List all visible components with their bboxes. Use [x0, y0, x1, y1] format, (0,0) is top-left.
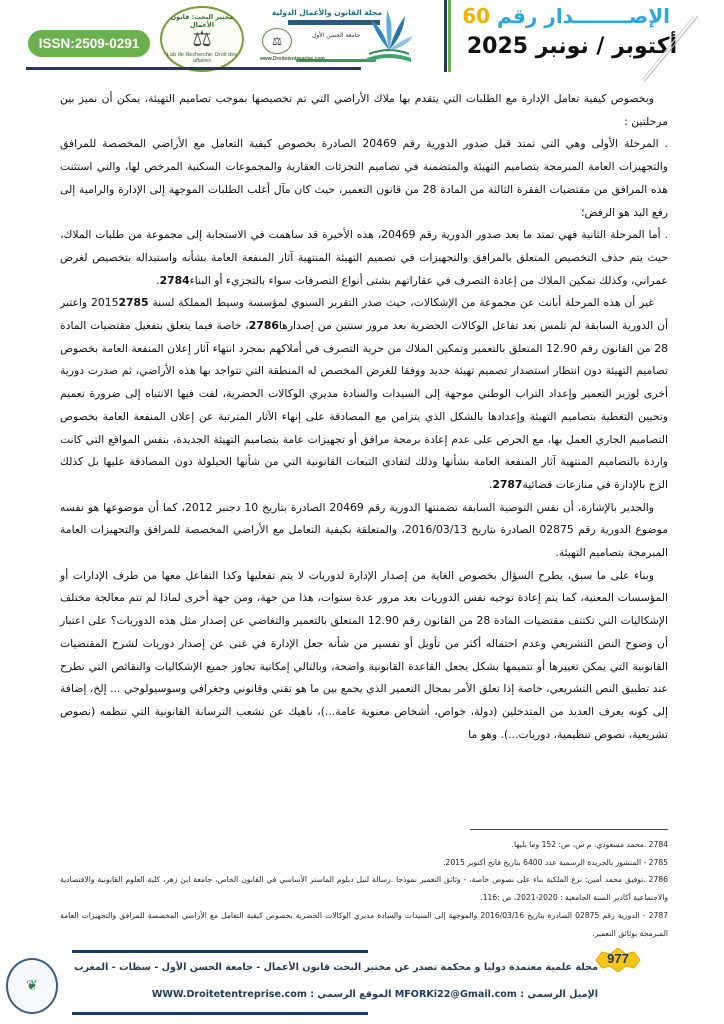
issue-label: الإصــــــــدار رقم: [497, 4, 670, 28]
header-divider-navy: [444, 0, 447, 72]
open-book-leaves-icon: [363, 6, 415, 68]
paragraph-phase-two: . أما المرحلة الثانية فهي تمتد ما بعد صدور الدورية رقم 20469، هذه الأخيرة قد ساهمت في الاستجابة إلى مجموعة من طلبات الملاك، حيث يتم حذف التخصيص المتعلق بالمرافق والتجهيزات في تصميم التهيئة المنتهية آثار المنفعة العامة بشأنه واستبداله بتخصيص لغرض عمراني، وكذلك تمكين الملاك من إعادة التصرف في عقاراتهم بشتى أنواع التصرفات سواء بالتجزيء أو البناء2784.: [60, 228, 668, 287]
footnote-2784: 2784 .محمد مسعودي، م س، ص: 152 وما يليها.: [511, 840, 668, 849]
issue-number: 60: [462, 4, 491, 28]
article-body: [60, 88, 668, 746]
paragraph-question: وبناء على ما سبق، يطرح السؤال بخصوص الغاية من إصدار الإدارة لدوريات لا يتم تفعليها وكذا التفاعل معها من طرف الإدارات أو المؤسسات المعنية، كما يتم إعادة توجيه نفس الدوريات بعد مرور عدة سنوات، هذا من جهة، ومن جهة أخرى لماذا لم تتم معالجة مختلف الإشكاليات التي تكتنف مقتضيات المادة 28 من القانون رقم 12.90 المتعلق بالتعمير والتغاضي عن إصدار مثل هذه الدوريات؟ على اعتبار أن وضوح النص التشريعي وعدم احتماله أكثر من تأويل أو تفسير من شأنه جعل الإدارة في غنى عن إصدار دوريات لشرح المقتضيات القانونية التي يمكن تغييرها أو تتميمها بشكل يجعل القاعدة القانونية واضحة، وبالتالي إمكانية تجاوز جميع الإشكاليات والنقائص التي تطرح عند تطبيق النص التشريعي، خاصة إذا تعلق الأمر بمجال التعمير الذي يجمع بين ما هو تقني وقانوني وجغرافي وسوسيولوجي ... إلخ، إضافة إلى كونه يعرف العديد من المتدخلين (دولة، خواص، أشخاص معنوية عامة...)، ناهيك عن تشعب الترسانة القانونية التي تنظمه (نصوص تشريعية، نصوص تنظيمية، دوريات...). وهو ما: [60, 568, 668, 741]
footnote-ref-2785[interactable]: 2785: [118, 296, 149, 310]
footnotes: [60, 836, 668, 942]
paragraph-problems-text-c: ، خاصة فيما يتعلق بتفعيل مقتضيات المادة 28 من القانون رقم 12.90 المتعلق بالتعمير وتمكين الملاك من حرية التصرف في أملاكهم بمجرد انتهاء آثار إعلان المنفعة العامة بخصوص تصاميم التهيئة دون انتظار استصدار تصميم تهيئة جديد ووفقا للغرض المخصص له المنطقة التي تتواجد بها هذه الأراضي، ثم صدرت دورية أخرى لوزير التعمير وإعداد التراب الوطني موجهة إلى السيدات والسادة مديري الوكالات الحضرية، لفت فيها الانتباه إلى ضرورة تعميم وتحيين التغطية بتصاميم التهيئة وإعدادها بالشكل الذي يتزامن مع المصادقة على إنهاء الآثار المترتبة عن إعلان المنفعة العامة بخصوص التصاميم الجاري العمل بها، مع الحرص على عدم إعادة برمجة مرافق أو تجهيزات عامة بتصاميم التهيئة الجديدة، بنفس المواقع التي كانت واردة بالتصاميم المنتهية آثار المنفعة العامة بشأنها وذلك لتفادي التبعات القانونية التي من شأنها الحيلولة دون المصادقة عليها بل كذلك الزج بالإدارة في منازعات قضائية: [60, 319, 669, 491]
university-name: جامعة الحسن الأول: [312, 32, 361, 39]
page-number-badge: [592, 948, 644, 972]
scales-of-justice-icon: ⚖: [192, 26, 212, 52]
footnote-2786: 2786 .توفيق محمد أمين: نزع الملكية بناء على نصوص خاصة، - وثائق التعمير نموذجا .رسالة لنيل دبلوم الماستر الأساسي في القانون الخاص، جامعة ابن زهر، كلية العلوم القانونية والاقتصادية والاجتماعية أكادير السنة الجامعية : 2020-2021، ص :116.: [60, 875, 668, 903]
paragraph-problems: غير أن هذه المرحلة أبانت عن مجموعة من الإشكالات، حيث صدر التقرير السنوي لمؤسسة وسيط المملكة لسنة 20152785 واعتبر أن الدورية السابقة لم تلمس بعد تفاعل الوكالات الحضرية بعد مرور سنتين من إصدارها2786، خاصة فيما يتعلق بتفعيل مقتضيات المادة 28 من القانون رقم 12.90 المتعلق بالتعمير وتمكين الملاك من حرية التصرف في أملاكهم بمجرد انتهاء آثار إعلان المنفعة العامة بخصوص تصاميم التهيئة دون انتظار استصدار تصميم تهيئة جديد ووفقا للغرض المخصص له المنطقة التي تتواجد بها هذه الأراضي، ثم صدرت دورية أخرى لوزير التعمير وإعداد التراب الوطني موجهة إلى السيدات والسادة مديري الوكالات الحضرية، لفت فيها الانتباه إلى ضرورة تعميم وتحيين التغطية بتصاميم التهيئة وإعدادها بالشكل الذي يتزامن مع المصادقة على إنهاء الآثار المترتبة عن إعلان المنفعة العامة بخصوص التصاميم الجاري العمل بها، مع الحرص على عدم إعادة برمجة مرافق أو تجهيزات عامة بتصاميم التهيئة الجديدة، بنفس المواقع التي كانت واردة بالتصاميم المنتهية آثار المنفعة العامة بشأنها وذلك لتفادي التبعات القانونية التي من شأنها الحيلولة دون المصادقة عليها بل كذلك الزج بالإدارة في منازعات قضائية2787.: [60, 296, 669, 491]
paragraph-problems-text-a: غير أن هذه المرحلة أبانت عن مجموعة من الإشكالات، حيث صدر التقرير السنوي لمؤسسة وسيط المملكة لسنة 2015: [91, 296, 654, 310]
mini-seal-icon: ⚖: [262, 28, 292, 54]
footnote-2785: 2785 - المنشور بالجريدة الرسمية عدد 6400 بتاريخ فاتح أكتوبر 2015.: [443, 857, 668, 867]
journal-logo-title: مجلة القانون والأعمال الدولية: [271, 8, 382, 17]
seal-book-icon: ❦: [26, 978, 38, 994]
footnote-separator: [470, 829, 668, 830]
journal-logo-url: www.Droitetentreprise.com: [260, 56, 325, 62]
paragraph-phase-two-text: . أما المرحلة الثانية فهي تمتد ما بعد صدور الدورية رقم 20469، هذه الأخيرة قد ساهمت في الاستجابة إلى مجموعة من طلبات الملاك، حيث يتم حذف التخصيص المتعلق بالمرافق والتجهيزات في تصميم التهيئة المنتهية آثار المنفعة العامة بشأنه واستبداله بتخصيص لغرض عمراني، وكذلك تمكين الملاك من إعادة التصرف في عقاراتهم بشتى أنواع التصرفات سواء بالتجزيء أو البناء: [60, 228, 668, 287]
footnote-ref-2784[interactable]: 2784: [159, 273, 190, 287]
page-header: [0, 0, 724, 80]
lab-logo-top-text: مختبر البحث: قانون الأعمال: [170, 13, 234, 29]
footnote-ref-2786[interactable]: 2786: [248, 319, 279, 333]
paragraph-intro: وبخصوص كيفية تعامل الإدارة مع الطلبات التي يتقدم بها ملاك الأراضي التي تم تخصيصها بموجب تصاميم التهيئة، يمكن أن نميز بين مرحلتين :: [60, 92, 668, 128]
issn-badge: ISSN:2509-0291: [28, 30, 150, 57]
footer-seal-logo: [6, 958, 58, 1014]
page-number: 977: [607, 951, 629, 966]
lab-logo: [160, 6, 244, 72]
paragraph-phase-one: . المرحلة الأولى وهي التي تمتد قبل صدور الدورية رقم 20469 الصادرة بخصوص كيفية التعامل مع الأراضي المخصصة للمرافق والتجهيزات العامة المبرمجة بتصاميم التهيئة والمتضمنة في تصاميم التجزئات العقارية والمجموعات السكنية المرخص لها، والتي استثنت هذه المرافق من مقتضيات الفقرة الثالثة من المادة 28 من قانون التعمير، حيث كان مآل أغلب الطلبات الموجهة إلى الإدارة والرامية إلى رفع اليد هو الرفض؛: [60, 137, 668, 219]
header-divider-green: [448, 0, 451, 72]
footnote-2787: 2787 - الدورية رقم 02875 الصادرة بتاريخ 2016/03/16 والموجهة إلى السيدات والسادة مديري الوكالات الحضرية بخصوص كيفية التعامل مع الأراضي المخصصة للمرافق والتجهيزات العامة المبرمجة بوثائق التعمير.: [60, 910, 668, 938]
header-rule: [26, 67, 361, 70]
paragraph-problems-text-b: واعتبر أن الدورية السابقة لم تلمس بعد تفاعل الوكالات الحضرية بعد مرور سنتين من إصدارها: [60, 296, 669, 333]
issue-date: أكتوبر / نونبر 2025: [466, 34, 678, 59]
footer-rule-top: [72, 950, 368, 953]
footer-journal-description: مجلة علمية معتمدة دوليا و محكمة تصدر عن مختبر البحث قانون الأعمال - جامعة الحسن الأول - سطات - المغرب: [73, 962, 598, 973]
lab-logo-bottom-text: Lab de Recherche: Droit des affaires: [166, 52, 237, 64]
footer-contact: الإميل الرسمي : MFORKi22@Gmail.com الموقع الرسمي : WWW.Droitetentreprise.com: [151, 989, 598, 1000]
footer-rule-bottom: [72, 1012, 368, 1015]
paragraph-note: والجدير بالإشارة، أن نفس التوصية السابقة تضمنتها الدورية رقم 20469 الصادرة بتاريخ 10 دجنبر 2012، كما أن موضوعها هو نفسه موضوع الدورية رقم 02875 الصادرة بتاريخ 2016/03/13، والمتعلقة بكيفية التعامل مع الأراضي المخصصة للمرافق والتجهيزات العامة المبرمجة بتصاميم التهيئة.: [60, 500, 668, 560]
footnote-ref-2787[interactable]: 2787: [492, 477, 523, 491]
diagonal-lines-decoration: [640, 14, 700, 84]
